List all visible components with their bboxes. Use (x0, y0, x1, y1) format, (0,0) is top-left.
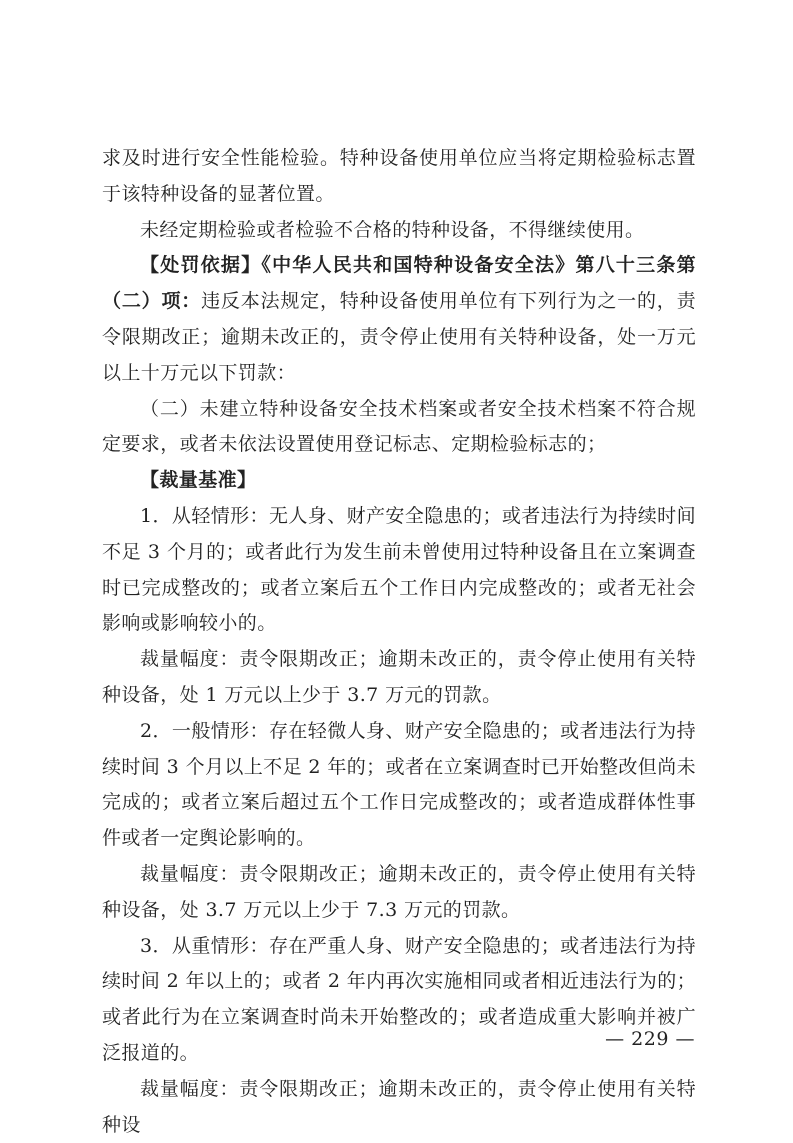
paragraph-severe-case: 3．从重情形：存在严重人身、财产安全隐患的；或者违法行为持续时间 2 年以上的；或者 2 年内再次实施相同或者相近违法行为的；或者此行为在立案调查时尚未开始整改的；或者造成重大影响并被广泛报道的。 (102, 934, 696, 1064)
penalty-basis-text: 违反本法规定，特种设备使用单位有下列行为之一的，责令限期改正；逾期未改正的，责令停止使用有关特种设备，处一万元以上十万元以下罚款： (102, 290, 696, 384)
paragraph-lenient-range: 裁量幅度：责令限期改正；逾期未改正的，责令停止使用有关特种设备，处 1 万元以上少于 3.7 万元的罚款。 (102, 648, 696, 706)
paragraph-severe-range: 裁量幅度：责令限期改正；逾期未改正的，责令停止使用有关特种设 (102, 1077, 696, 1136)
paragraph-general-case: 2．一般情形：存在轻微人身、财产安全隐患的；或者违法行为持续时间 3 个月以上不足 2 年的；或者在立案调查时已开始整改但尚未完成的；或者立案后超过五个工作日完成整改的；或者造成群体性事件或者一定舆论影响的。 (102, 719, 696, 850)
penalty-basis-heading: 【处罚依据】《中华人民共和国特种设备安全法》第八十三条第（二）项： (102, 254, 696, 313)
body-text (102, 141, 696, 1143)
paragraph-penalty-basis (102, 248, 696, 391)
paragraph-prohibition: 未经定期检验或者检验不合格的特种设备，不得继续使用。 (140, 218, 645, 241)
discretion-heading: 【裁量基准】 (140, 469, 257, 492)
paragraph-continuation: 求及时进行安全性能检验。特种设备使用单位应当将定期检验标志置于该特种设备的显著位置。 (102, 147, 696, 205)
paragraph-general-range: 裁量幅度：责令限期改正；逾期未改正的，责令停止使用有关特种设备，处 3.7 万元以上少于 7.3 万元的罚款。 (102, 862, 696, 921)
paragraph-item-two: （二）未建立特种设备安全技术档案或者安全技术档案不符合规定要求，或者未依法设置使用登记标志、定期检验标志的； (102, 397, 696, 456)
page-number: — 229 — (605, 1028, 695, 1050)
paragraph-lenient-case: 1．从轻情形：无人身、财产安全隐患的；或者违法行为持续时间不足 3 个月的；或者此行为发生前未曾使用过特种设备且在立案调查时已完成整改的；或者立案后五个工作日内完成整改的；或者无社会影响或影响较小的。 (102, 504, 696, 635)
